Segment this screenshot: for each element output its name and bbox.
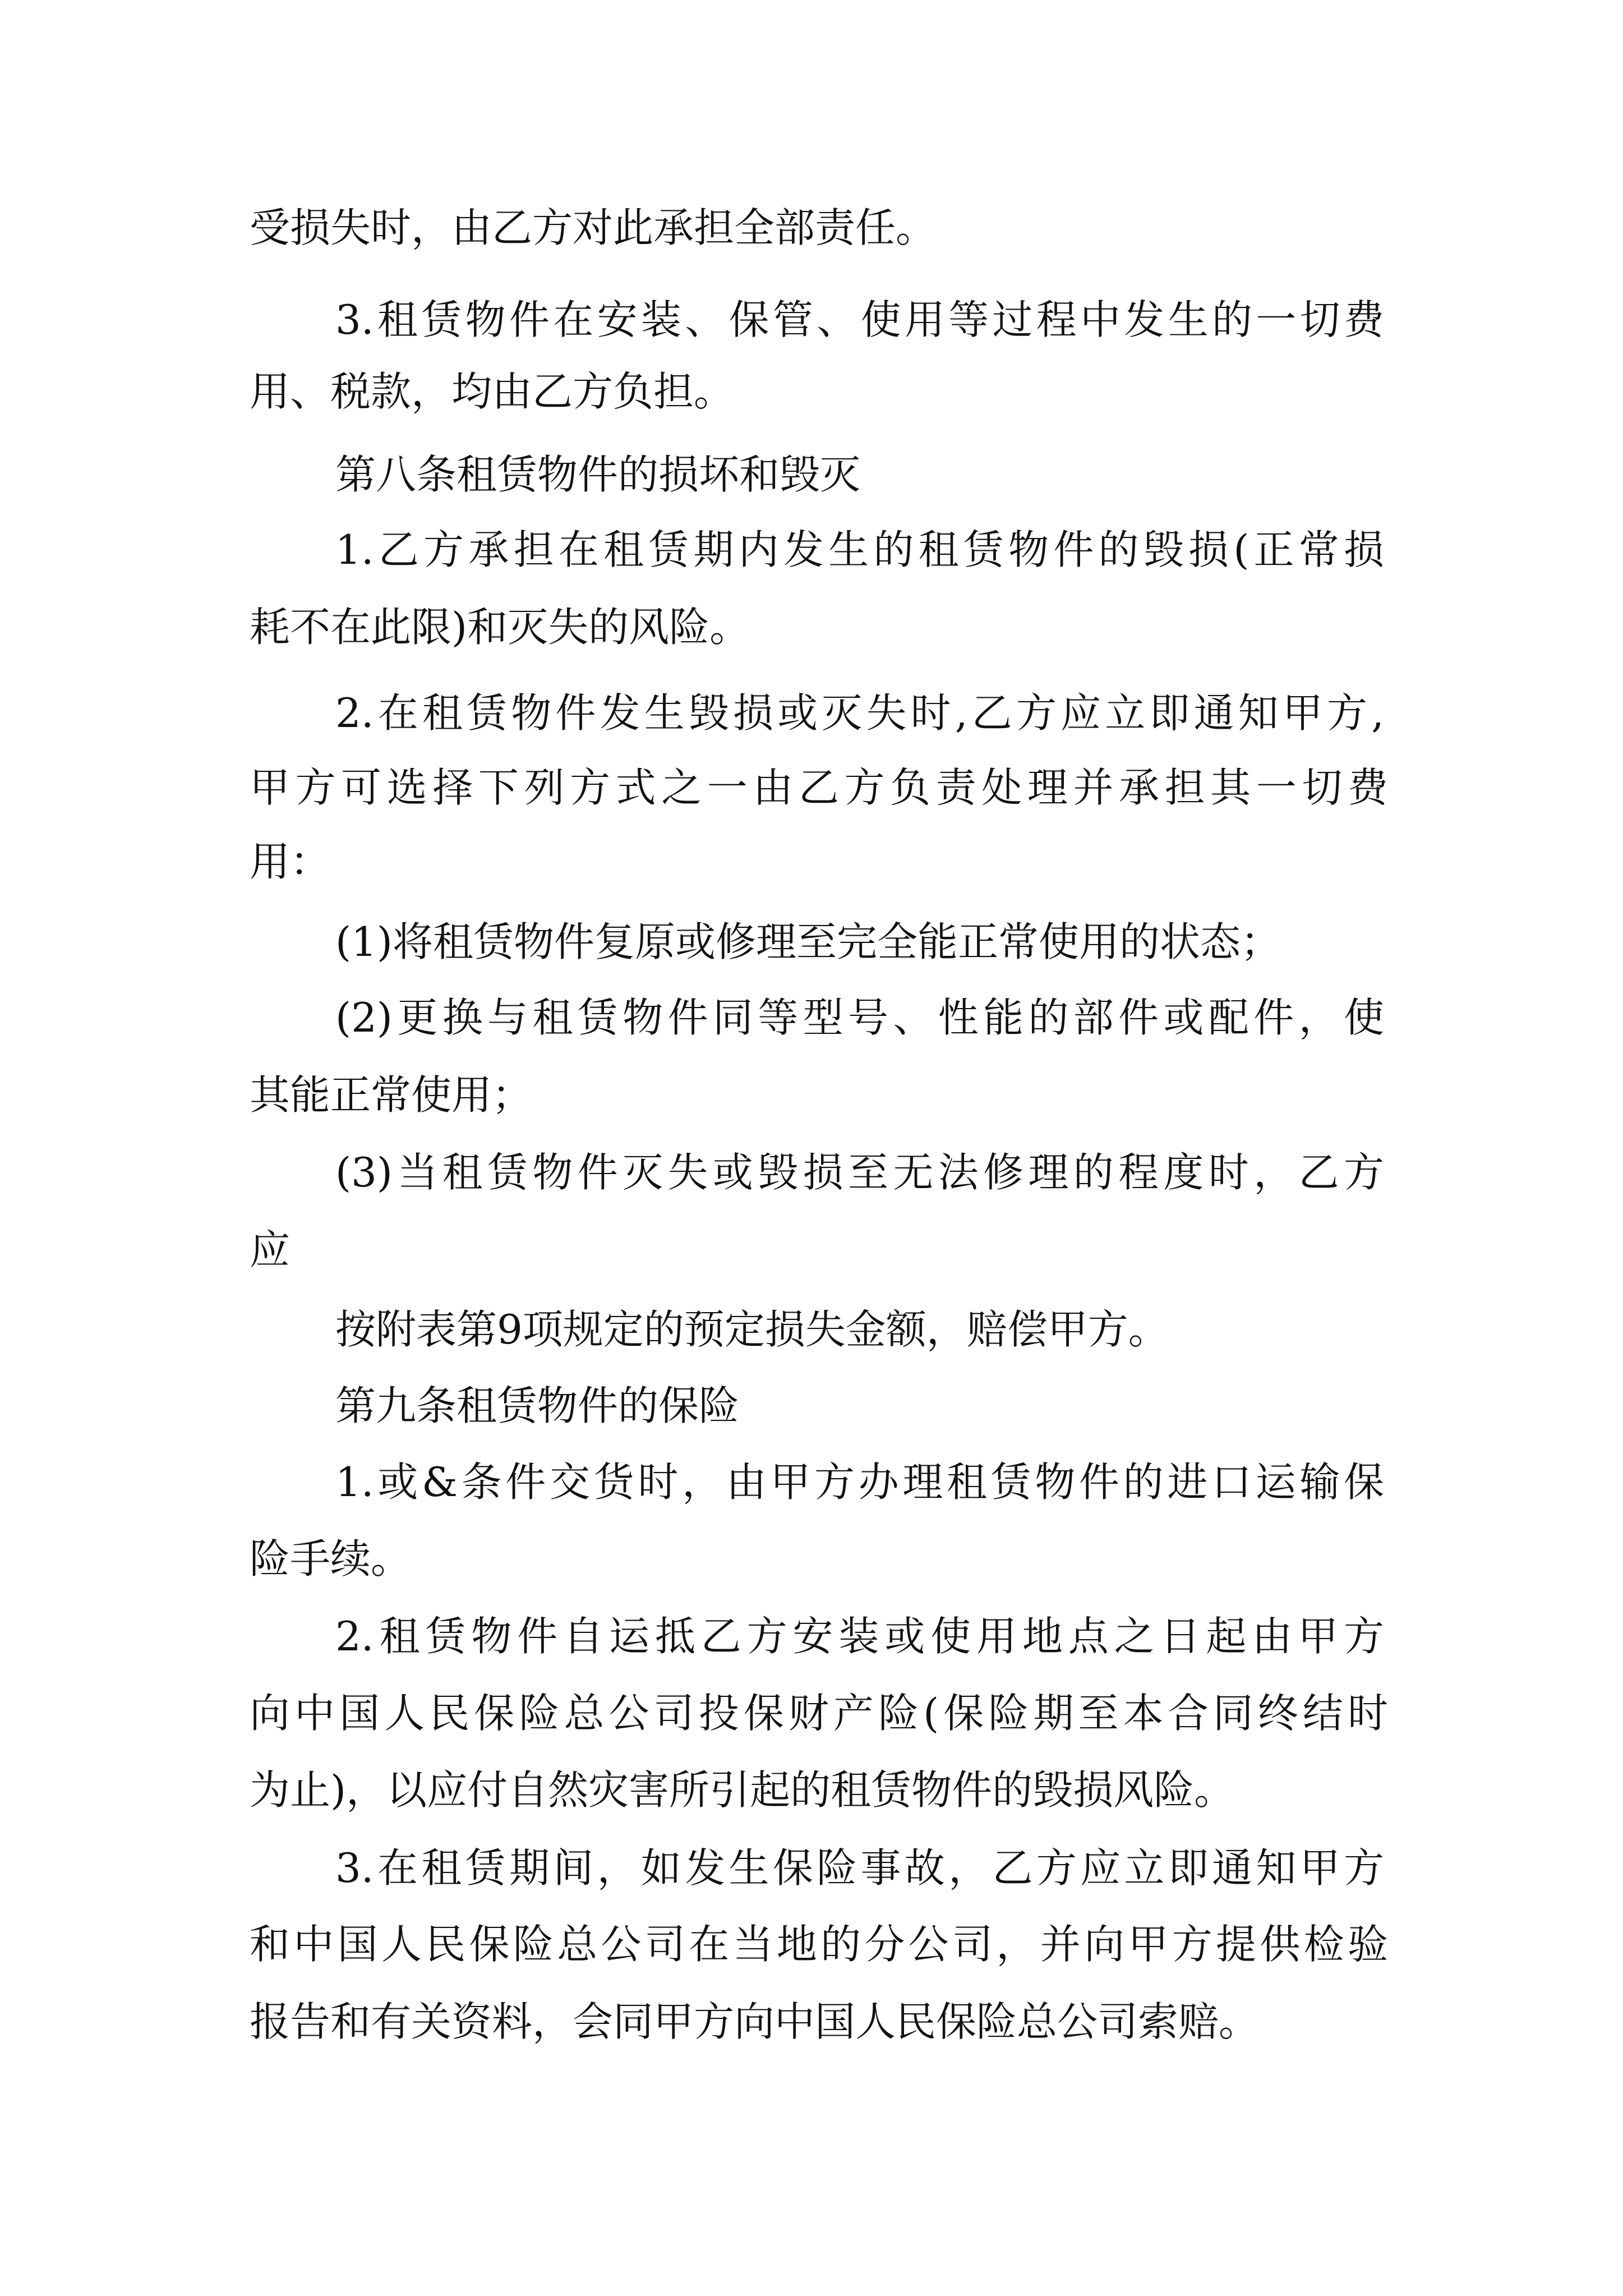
text-line: (2)更换与租赁物件同等型号、性能的部件或配件，使 [335,994,1384,1041]
text-line: 报告和有关资料，会同甲方向中国人民保险总公司索赔。 [250,1998,1260,2045]
text-line: 3.在租赁期间，如发生保险事故，乙方应立即通知甲方 [335,1844,1384,1892]
text-line: 1.乙方承担在租赁期内发生的租赁物件的毁损(正常损 [335,526,1384,573]
text-line: 和中国人民保险总公司在当地的分公司，并向甲方提供检验 [250,1921,1388,1968]
text-line: 为止)，以应付自然灾害所引起的租赁物件的毁损风险。 [250,1766,1235,1814]
text-line: 受损失时，由乙方对此承担全部责任。 [250,204,937,251]
text-line: (3)当租赁物件灭失或毁损至无法修理的程度时，乙方 [335,1149,1384,1196]
text-line: 险手续。 [250,1535,412,1582]
section-heading: 第八条租赁物件的损坏和毁灭 [335,451,861,498]
text-line: 1.或&条件交货时，由甲方办理租赁物件的进口运输保 [335,1458,1384,1506]
text-line: 3.租赁物件在安装、保管、使用等过程中发生的一切费 [335,296,1384,343]
section-heading: 第九条租赁物件的保险 [335,1382,740,1429]
text-line: 其能正常使用； [250,1071,533,1119]
text-line: (1)将租赁物件复原或修理至完全能正常使用的状态； [335,918,1281,965]
text-line: 甲方可选择下列方式之一由乙方负责处理并承担其一切费 [250,764,1388,811]
text-line: 2.租赁物件自运抵乙方安装或使用地点之日起由甲方 [335,1613,1384,1660]
text-line: 用、税款，均由乙方负担。 [250,368,735,415]
text-line: 用： [250,838,331,885]
text-line: 向中国人民保险总公司投保财产险(保险期至本合同终结时 [250,1690,1388,1737]
text-line: 按附表第9项规定的预定损失金额，赔偿甲方。 [335,1306,1169,1353]
text-line: 耗不在此限)和灭失的风险。 [250,604,750,651]
text-line: 2.在租赁物件发生毁损或灭失时,乙方应立即通知甲方, [335,689,1384,737]
text-line: 应 [250,1226,291,1273]
